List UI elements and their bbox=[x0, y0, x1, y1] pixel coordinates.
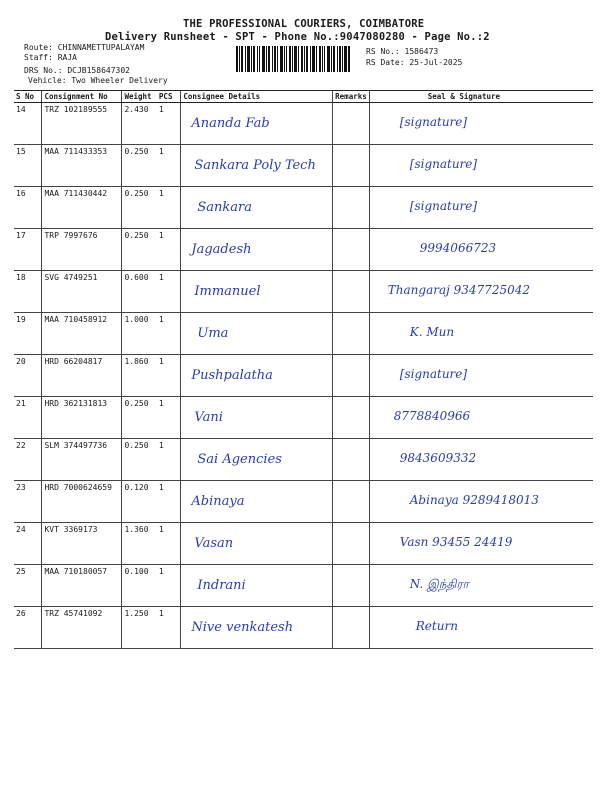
row-remarks bbox=[333, 313, 370, 355]
row-weight-text: 0.250 bbox=[124, 231, 149, 240]
table-row bbox=[14, 145, 593, 187]
col-header-sno: S No bbox=[14, 91, 42, 103]
row-pcs bbox=[157, 313, 181, 355]
row-pcs-text: 1 bbox=[158, 189, 164, 198]
row-pcs-text: 1 bbox=[158, 105, 164, 114]
row-consignment-no bbox=[42, 397, 122, 439]
row-signature bbox=[369, 397, 593, 439]
row-sno bbox=[14, 397, 42, 439]
row-consignment-no-text: MAA 711430442 bbox=[44, 189, 108, 198]
row-sno bbox=[14, 313, 42, 355]
table-row bbox=[14, 481, 593, 523]
row-signature bbox=[369, 103, 593, 145]
row-weight-text: 2.430 bbox=[124, 105, 149, 114]
row-sno-text: 15 bbox=[16, 147, 26, 156]
rs-date: RS Date: 25-Jul-2025 bbox=[366, 58, 463, 67]
row-pcs-text: 1 bbox=[158, 483, 164, 492]
row-sno-text: 24 bbox=[16, 525, 26, 534]
row-consignment-no-text: HRD 7000624659 bbox=[44, 483, 112, 492]
row-weight-text: 0.250 bbox=[124, 399, 149, 408]
signature-handwritten: Abinaya 9289418013 bbox=[409, 493, 539, 507]
row-pcs bbox=[157, 523, 181, 565]
row-weight-text: 0.600 bbox=[124, 273, 149, 282]
signature-header-text: Seal & Signature bbox=[427, 92, 501, 101]
signature-handwritten: N. இந்திரா bbox=[409, 577, 469, 591]
row-sno bbox=[14, 271, 42, 313]
row-sno bbox=[14, 145, 42, 187]
row-signature bbox=[369, 607, 593, 649]
row-pcs bbox=[157, 355, 181, 397]
row-consignee bbox=[181, 439, 333, 481]
row-consignee bbox=[181, 103, 333, 145]
row-consignment-no-text: SLM 374497736 bbox=[44, 441, 108, 450]
row-consignee bbox=[181, 607, 333, 649]
row-pcs-text: 1 bbox=[158, 357, 164, 366]
row-consignment-no bbox=[42, 523, 122, 565]
signature-handwritten: [signature] bbox=[399, 115, 468, 129]
row-sno bbox=[14, 481, 42, 523]
row-weight bbox=[122, 481, 157, 523]
row-remarks bbox=[333, 103, 370, 145]
row-consignment-no-text: MAA 711433353 bbox=[44, 147, 108, 156]
signature-handwritten: 8778840966 bbox=[393, 409, 471, 423]
row-consignee bbox=[181, 271, 333, 313]
signature-handwritten: [signature] bbox=[409, 157, 478, 171]
col-header-remarks: Remarks bbox=[333, 91, 370, 103]
col-header-consignee: Consignee Details bbox=[181, 91, 333, 103]
row-pcs-text: 1 bbox=[158, 147, 164, 156]
row-weight bbox=[122, 229, 157, 271]
row-pcs-text: 1 bbox=[158, 567, 164, 576]
row-weight bbox=[122, 313, 157, 355]
row-consignment-no-text: SVG 4749251 bbox=[44, 273, 98, 282]
row-sno-text: 22 bbox=[16, 441, 26, 450]
row-sno-text: 18 bbox=[16, 273, 26, 282]
row-signature bbox=[369, 229, 593, 271]
row-remarks bbox=[333, 481, 370, 523]
row-consignment-no-text: MAA 710180057 bbox=[44, 567, 108, 576]
row-consignment-no-text: HRD 66204817 bbox=[44, 357, 103, 366]
row-sno bbox=[14, 565, 42, 607]
row-sno-text: 14 bbox=[16, 105, 26, 114]
row-signature bbox=[369, 187, 593, 229]
row-sno bbox=[14, 187, 42, 229]
row-remarks bbox=[333, 607, 370, 649]
runsheet-title: Delivery Runsheet - SPT - Phone No.:9047080280 - Page No.:2 bbox=[105, 31, 490, 43]
col-header-signature bbox=[369, 91, 593, 103]
col-header-pcs: PCS bbox=[157, 91, 181, 103]
row-consignee bbox=[181, 145, 333, 187]
row-consignment-no-text: MAA 710458912 bbox=[44, 315, 108, 324]
row-sno bbox=[14, 103, 42, 145]
row-pcs bbox=[157, 229, 181, 271]
row-remarks bbox=[333, 229, 370, 271]
row-pcs-text: 1 bbox=[158, 441, 164, 450]
row-sno-text: 19 bbox=[16, 315, 26, 324]
row-sno bbox=[14, 523, 42, 565]
row-consignee bbox=[181, 397, 333, 439]
row-sno bbox=[14, 439, 42, 481]
row-pcs bbox=[157, 439, 181, 481]
row-sno bbox=[14, 355, 42, 397]
consignee-name-handwritten: Abinaya bbox=[191, 494, 245, 509]
table-row bbox=[14, 271, 593, 313]
table-row bbox=[14, 187, 593, 229]
row-sno-text: 16 bbox=[16, 189, 26, 198]
row-sno-text: 20 bbox=[16, 357, 26, 366]
row-pcs-text: 1 bbox=[158, 273, 164, 282]
row-pcs bbox=[157, 145, 181, 187]
row-sno bbox=[14, 607, 42, 649]
row-sno-text: 23 bbox=[16, 483, 26, 492]
row-weight-text: 0.100 bbox=[124, 567, 149, 576]
table-row bbox=[14, 565, 593, 607]
row-consignment-no bbox=[42, 607, 122, 649]
row-weight bbox=[122, 523, 157, 565]
row-consignee bbox=[181, 187, 333, 229]
row-consignment-no bbox=[42, 187, 122, 229]
row-consignee bbox=[181, 565, 333, 607]
row-signature bbox=[369, 313, 593, 355]
row-weight bbox=[122, 103, 157, 145]
consignee-name-handwritten: Pushpalatha bbox=[191, 368, 273, 383]
row-consignee bbox=[181, 523, 333, 565]
row-sno-text: 17 bbox=[16, 231, 26, 240]
table-row bbox=[14, 397, 593, 439]
row-remarks bbox=[333, 523, 370, 565]
company-title: THE PROFESSIONAL COURIERS, COIMBATORE bbox=[183, 18, 425, 30]
row-pcs bbox=[157, 397, 181, 439]
signature-handwritten: 9994066723 bbox=[419, 241, 497, 255]
row-weight-text: 1.860 bbox=[124, 357, 149, 366]
table-row bbox=[14, 103, 593, 145]
row-consignment-no bbox=[42, 481, 122, 523]
row-signature bbox=[369, 271, 593, 313]
table-row bbox=[14, 523, 593, 565]
row-consignee bbox=[181, 355, 333, 397]
row-weight-text: 0.250 bbox=[124, 441, 149, 450]
row-signature bbox=[369, 481, 593, 523]
col-header-consignment: Consignment No bbox=[42, 91, 122, 103]
row-weight-text: 1.360 bbox=[124, 525, 149, 534]
signature-handwritten: Thangaraj 9347725042 bbox=[387, 283, 530, 297]
row-sno-text: 26 bbox=[16, 609, 26, 618]
row-weight bbox=[122, 397, 157, 439]
row-weight-text: 0.250 bbox=[124, 147, 149, 156]
row-pcs bbox=[157, 103, 181, 145]
row-pcs-text: 1 bbox=[158, 399, 164, 408]
consignee-name-handwritten: Sai Agencies bbox=[197, 452, 282, 467]
row-consignment-no bbox=[42, 355, 122, 397]
row-remarks bbox=[333, 355, 370, 397]
row-consignment-no bbox=[42, 565, 122, 607]
row-sno-text: 21 bbox=[16, 399, 26, 408]
staff-label: Staff: RAJA bbox=[24, 53, 77, 62]
drs-label: DRS No.: DCJB158647302 bbox=[24, 66, 130, 75]
row-consignee bbox=[181, 481, 333, 523]
consignee-name-handwritten: Indrani bbox=[197, 578, 246, 593]
consignee-name-handwritten: Vani bbox=[194, 410, 223, 425]
row-pcs-text: 1 bbox=[158, 609, 164, 618]
row-weight-text: 0.250 bbox=[124, 189, 149, 198]
row-remarks bbox=[333, 187, 370, 229]
vehicle-label: Vehicle: Two Wheeler Delivery bbox=[28, 76, 168, 85]
signature-handwritten: K. Mun bbox=[409, 325, 455, 339]
row-sno-text: 25 bbox=[16, 567, 26, 576]
row-weight bbox=[122, 565, 157, 607]
runsheet-rows bbox=[14, 103, 593, 649]
row-consignment-no-text: TRZ 102189555 bbox=[44, 105, 108, 114]
row-consignment-no bbox=[42, 229, 122, 271]
row-signature bbox=[369, 565, 593, 607]
row-consignment-no-text: HRD 362131813 bbox=[44, 399, 108, 408]
table-row bbox=[14, 355, 593, 397]
table-row bbox=[14, 313, 593, 355]
signature-handwritten: 9843609332 bbox=[399, 451, 477, 465]
table-row bbox=[14, 229, 593, 271]
row-weight bbox=[122, 187, 157, 229]
consignee-name-handwritten: Sankara Poly Tech bbox=[194, 158, 316, 173]
row-consignment-no bbox=[42, 103, 122, 145]
row-weight-text: 1.000 bbox=[124, 315, 149, 324]
row-sno bbox=[14, 229, 42, 271]
barcode-image bbox=[236, 46, 350, 72]
row-weight bbox=[122, 355, 157, 397]
consignee-name-handwritten: Uma bbox=[197, 326, 229, 341]
row-consignment-no-text: TRZ 45741092 bbox=[44, 609, 103, 618]
row-weight bbox=[122, 145, 157, 187]
row-consignee bbox=[181, 229, 333, 271]
row-remarks bbox=[333, 439, 370, 481]
signature-handwritten: Vasn 93455 24419 bbox=[399, 535, 513, 549]
row-pcs bbox=[157, 607, 181, 649]
table-row bbox=[14, 607, 593, 649]
row-signature bbox=[369, 523, 593, 565]
consignee-name-handwritten: Ananda Fab bbox=[191, 116, 270, 131]
consignee-name-handwritten: Jagadesh bbox=[191, 242, 252, 257]
table-row bbox=[14, 439, 593, 481]
runsheet-table bbox=[14, 90, 593, 649]
row-consignment-no-text: KVT 3369173 bbox=[44, 525, 98, 534]
row-weight bbox=[122, 439, 157, 481]
signature-handwritten: [signature] bbox=[409, 199, 478, 213]
row-weight-text: 0.120 bbox=[124, 483, 149, 492]
row-signature bbox=[369, 439, 593, 481]
col-header-weight: Weight bbox=[122, 91, 157, 103]
row-consignment-no bbox=[42, 313, 122, 355]
row-consignee bbox=[181, 313, 333, 355]
row-pcs-text: 1 bbox=[158, 315, 164, 324]
row-pcs-text: 1 bbox=[158, 231, 164, 240]
row-weight bbox=[122, 607, 157, 649]
rs-number: RS No.: 1586473 bbox=[366, 47, 439, 56]
row-consignment-no bbox=[42, 271, 122, 313]
row-pcs bbox=[157, 271, 181, 313]
row-weight-text: 1.250 bbox=[124, 609, 149, 618]
row-consignment-no bbox=[42, 439, 122, 481]
row-signature bbox=[369, 145, 593, 187]
row-signature bbox=[369, 355, 593, 397]
route-label: Route: CHINNAMETTUPALAYAM bbox=[24, 43, 145, 52]
row-pcs bbox=[157, 565, 181, 607]
row-pcs bbox=[157, 481, 181, 523]
row-remarks bbox=[333, 397, 370, 439]
row-consignment-no-text: TRP 7997676 bbox=[44, 231, 98, 240]
consignee-name-handwritten: Immanuel bbox=[194, 284, 261, 299]
row-pcs bbox=[157, 187, 181, 229]
consignee-name-handwritten: Vasan bbox=[194, 536, 234, 551]
consignee-name-handwritten: Sankara bbox=[197, 200, 253, 215]
signature-handwritten: Return bbox=[415, 619, 458, 633]
table-header-row bbox=[14, 91, 593, 103]
row-remarks bbox=[333, 145, 370, 187]
consignee-name-handwritten: Nive venkatesh bbox=[191, 620, 294, 635]
row-weight bbox=[122, 271, 157, 313]
row-remarks bbox=[333, 271, 370, 313]
row-consignment-no bbox=[42, 145, 122, 187]
row-remarks bbox=[333, 565, 370, 607]
row-pcs-text: 1 bbox=[158, 525, 164, 534]
signature-handwritten: [signature] bbox=[399, 367, 468, 381]
